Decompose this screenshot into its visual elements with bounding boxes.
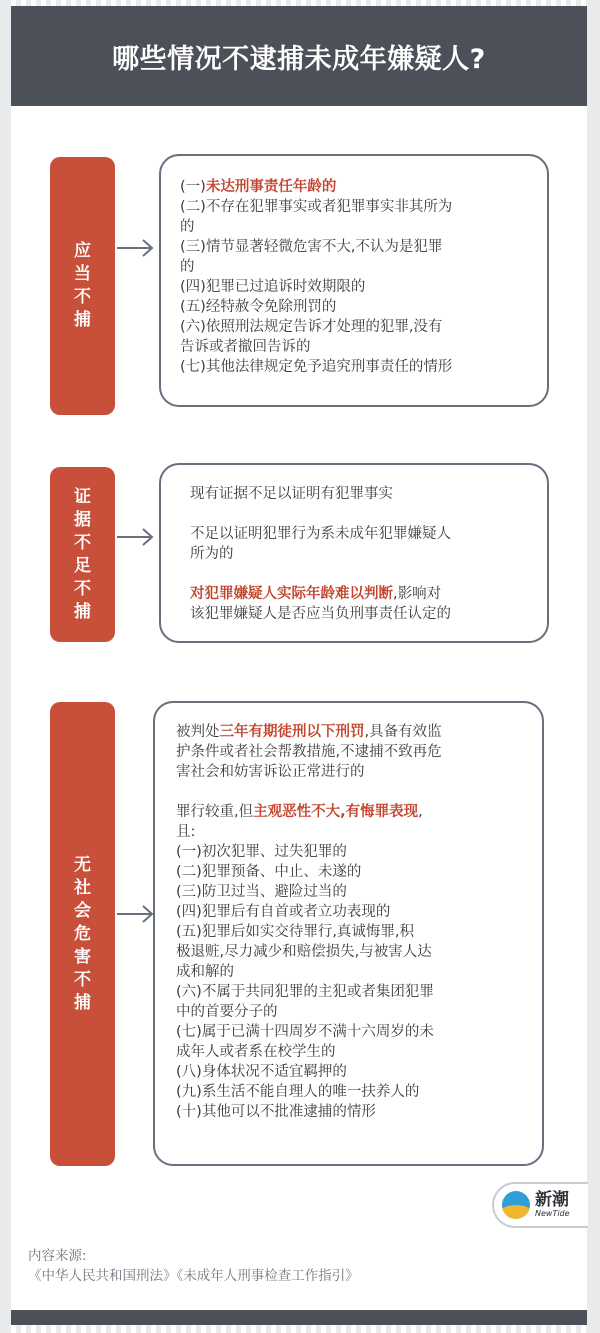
- line-text: (二)不存在犯罪事实或者犯罪事实非其所为: [180, 199, 453, 215]
- category-pill-no-social-harm: [50, 702, 115, 1166]
- line-text: (二)犯罪预备、中止、未遂的: [176, 864, 362, 880]
- section-list: [176, 722, 538, 1122]
- list-line: [180, 317, 540, 337]
- source-refs: 《中华人民共和国刑法》《未成年人刑事检查工作指引》: [28, 1268, 359, 1284]
- line-text: (六)依照刑法规定告诉才处理的犯罪,没有: [180, 319, 443, 335]
- highlight-text: 三年有期徒刑以下刑罚: [219, 724, 365, 740]
- line-text: (六)不属于共同犯罪的主犯或者集团犯罪: [176, 984, 434, 1000]
- line-text: (三)情节显著轻微危害不大,不认为是犯罪: [180, 239, 443, 255]
- logo-name-cn: 新潮: [535, 1190, 569, 1210]
- bottom-perforation: [11, 1325, 587, 1333]
- highlight-text: 未达刑事责任年龄的: [205, 179, 337, 195]
- highlight-text: 主观恶性不大,有悔罪表现: [253, 804, 419, 820]
- line-text: 被判处: [176, 724, 220, 740]
- section-list: [190, 484, 540, 624]
- arrow-right-icon: [117, 238, 155, 258]
- line-text: (三)防卫过当、避险过当的: [176, 884, 347, 900]
- list-line: [176, 1042, 538, 1062]
- line-text: 成年人或者系在校学生的: [176, 1044, 336, 1060]
- list-line: [180, 337, 540, 357]
- highlight-text: 对犯罪嫌疑人实际年龄难以判断: [190, 586, 393, 602]
- list-line: [180, 297, 540, 317]
- source-label: 内容来源:: [28, 1248, 87, 1264]
- list-line: [176, 942, 538, 962]
- line-text: 现有证据不足以证明有犯罪事实: [190, 486, 393, 502]
- line-text: (九)系生活不能自理人的唯一扶养人的: [176, 1084, 420, 1100]
- list-line: [180, 197, 540, 217]
- arrow-right-icon: [117, 527, 155, 547]
- list-line: [180, 217, 540, 237]
- line-text: 害社会和妨害诉讼正常进行的: [176, 764, 365, 780]
- list-line: [176, 982, 538, 1002]
- list-line: [176, 1102, 538, 1122]
- list-line: [176, 842, 538, 862]
- line-text: 的: [180, 219, 195, 235]
- list-line: [176, 1002, 538, 1022]
- line-text: 中的首要分子的: [176, 1004, 278, 1020]
- list-line: [176, 722, 538, 742]
- category-label: 无社会危害不捕: [74, 854, 91, 1013]
- newtide-logo-icon: [502, 1191, 530, 1219]
- list-line: [180, 177, 540, 197]
- list-line: [190, 544, 540, 564]
- arrow-right-icon: [117, 904, 155, 924]
- list-line: [176, 802, 538, 822]
- list-line: [176, 862, 538, 882]
- line-text: ,具备有效监: [364, 724, 442, 740]
- list-line: [190, 524, 540, 544]
- line-text: 该犯罪嫌疑人是否应当负刑事责任认定的: [190, 606, 451, 622]
- line-text: ,影响对: [393, 586, 442, 602]
- list-line: [180, 357, 540, 377]
- list-line: [176, 962, 538, 982]
- category-pill-should-not-arrest: [50, 157, 115, 415]
- list-line: [176, 922, 538, 942]
- line-text: 极退赃,尽力减少和赔偿损失,与被害人达: [176, 944, 432, 960]
- list-line: [190, 604, 540, 624]
- list-line: [176, 902, 538, 922]
- line-text: (十)其他可以不批准逮捕的情形: [176, 1104, 376, 1120]
- list-line: [176, 782, 538, 802]
- line-text: (五)犯罪后如实交待罪行,真诚悔罪,积: [176, 924, 415, 940]
- section-list: [180, 177, 540, 377]
- list-line: [176, 1022, 538, 1042]
- title-banner: [11, 6, 587, 106]
- list-line: [190, 484, 540, 504]
- list-line: [190, 584, 540, 604]
- list-line: [176, 882, 538, 902]
- list-line: [180, 257, 540, 277]
- list-line: [176, 1082, 538, 1102]
- line-text: (一): [180, 179, 206, 195]
- list-line: [190, 564, 540, 584]
- line-text: 成和解的: [176, 964, 234, 980]
- line-text: ,: [418, 804, 423, 820]
- list-line: [180, 277, 540, 297]
- line-text: 告诉或者撤回告诉的: [180, 339, 311, 355]
- line-text: (四)犯罪已过追诉时效期限的: [180, 279, 366, 295]
- line-text: 罪行较重,但: [176, 804, 254, 820]
- page-title: 哪些情况不逮捕未成年嫌疑人?: [112, 43, 486, 75]
- list-line: [180, 237, 540, 257]
- logo-name-en: NewTide: [535, 1209, 570, 1218]
- list-line: [176, 822, 538, 842]
- list-line: [176, 762, 538, 782]
- line-text: (七)属于已满十四周岁不满十六周岁的未: [176, 1024, 434, 1040]
- line-text: (八)身体状况不适宜羁押的: [176, 1064, 347, 1080]
- line-text: 且:: [176, 824, 196, 840]
- line-text: (七)其他法律规定免予追究刑事责任的情形: [180, 359, 453, 375]
- line-text: 护条件或者社会帮教措施,不逮捕不致再危: [176, 744, 442, 760]
- line-text: 的: [180, 259, 195, 275]
- list-line: [176, 1062, 538, 1082]
- list-line: [190, 504, 540, 524]
- category-label: 证据不足不捕: [74, 486, 91, 622]
- line-text: (一)初次犯罪、过失犯罪的: [176, 844, 347, 860]
- list-line: [176, 742, 538, 762]
- line-text: (五)经特赦令免除刑罚的: [180, 299, 337, 315]
- category-label: 应当不捕: [74, 241, 91, 330]
- category-pill-insufficient-evidence: [50, 467, 115, 642]
- line-text: 所为的: [190, 546, 234, 562]
- line-text: (四)犯罪后有自首或者立功表现的: [176, 904, 391, 920]
- newtide-logo: [492, 1182, 588, 1228]
- line-text: 不足以证明犯罪行为系未成年犯罪嫌疑人: [190, 526, 451, 542]
